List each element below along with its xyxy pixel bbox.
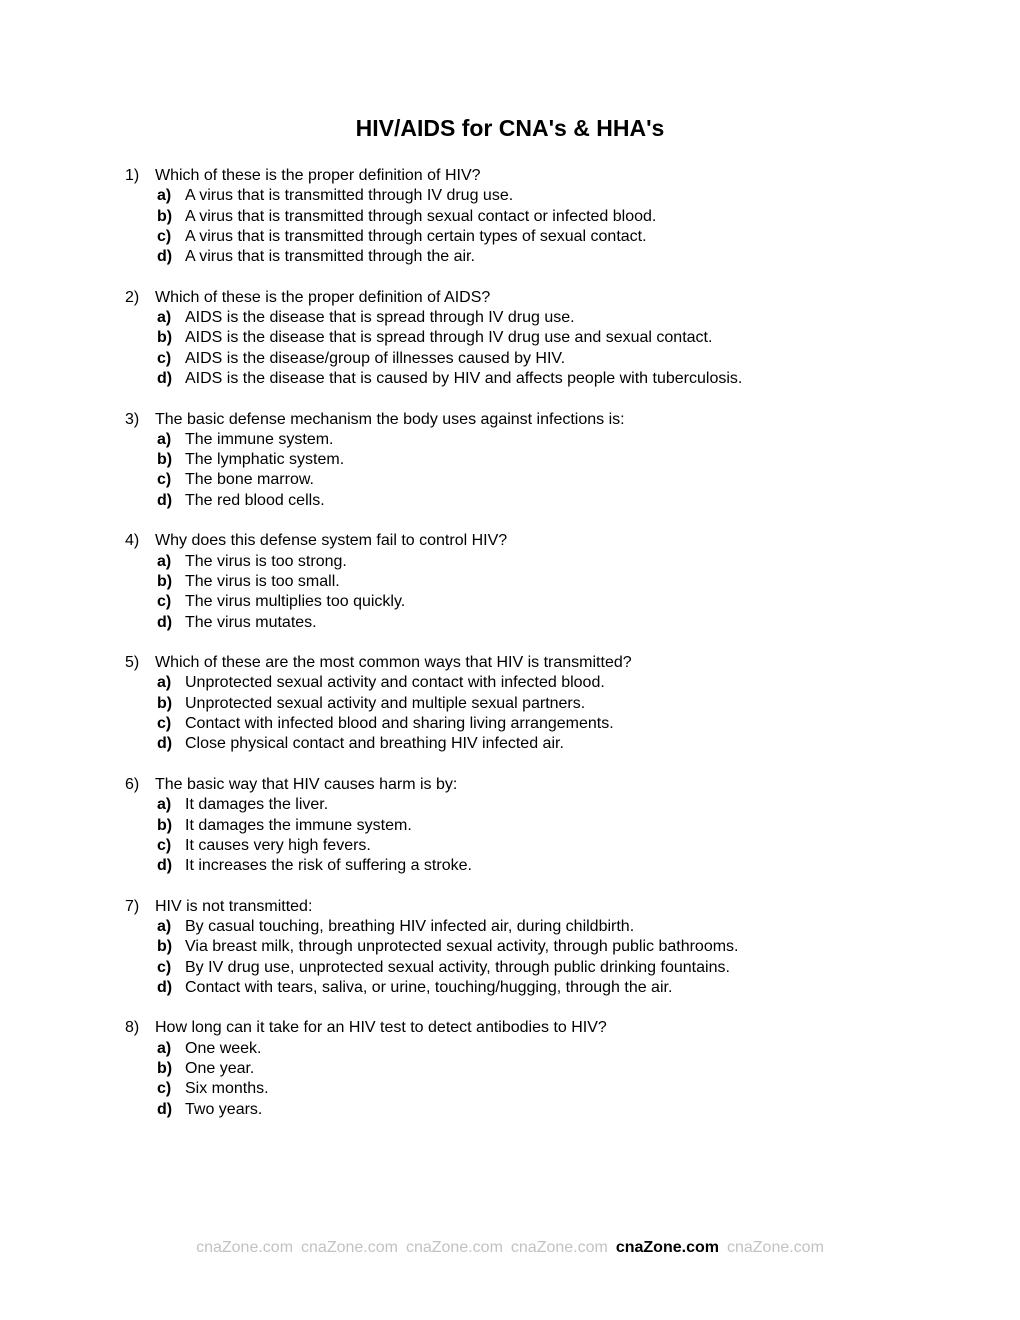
question-number: 7) [125,897,140,915]
question-text: HIV is not transmitted: [155,897,313,915]
question-line [125,288,960,308]
option-row [125,917,960,937]
option-row [125,978,960,998]
option-letter: d) [157,491,173,509]
question-number: 3) [125,410,140,428]
option-letter: c) [157,958,172,976]
option-row [125,186,960,206]
footer-brand-bold: cnaZone.com [615,1239,719,1256]
page-title: HIV/AIDS for CNA's & HHA's [355,115,665,141]
option-row [125,207,960,227]
question-line [125,653,960,673]
question-block [125,653,960,754]
option-letter: b) [157,1060,173,1078]
option-row [125,714,960,734]
option-letter: a) [157,796,172,814]
footer-brand: cnaZone.com [726,1239,824,1256]
question-block [125,1018,960,1119]
option-letter: d) [157,735,173,753]
option-letter: c) [157,227,172,245]
option-row [125,694,960,714]
option-row [125,958,960,978]
option-text: It causes very high fevers. [185,836,371,854]
option-row [125,592,960,612]
question-line [125,897,960,917]
option-text: The virus multiplies too quickly. [185,593,406,611]
option-text: Two years. [185,1100,263,1118]
option-text: By IV drug use, unprotected sexual activity, through public drinking fountains. [185,958,730,976]
option-letter: a) [157,674,172,692]
question-text: The basic defense mechanism the body uses against infections is: [155,410,625,428]
option-row [125,247,960,267]
option-text: AIDS is the disease that is spread through IV drug use and sexual contact. [185,329,713,347]
option-letter: b) [157,207,173,225]
option-row [125,1039,960,1059]
option-row [125,613,960,633]
option-letter: a) [157,309,172,327]
option-letter: d) [157,857,173,875]
question-block [125,166,960,267]
option-row [125,795,960,815]
option-text: A virus that is transmitted through the air. [185,248,475,266]
option-text: Unprotected sexual activity and contact with infected blood. [185,674,605,692]
option-text: AIDS is the disease that is spread through IV drug use. [185,309,575,327]
option-letter: b) [157,938,173,956]
question-line [125,410,960,430]
option-letter: c) [157,349,172,367]
question-number: 6) [125,775,140,793]
option-row [125,1059,960,1079]
option-letter: a) [157,187,172,205]
question-line [125,166,960,186]
option-row [125,328,960,348]
question-text: How long can it take for an HIV test to detect antibodies to HIV? [155,1019,607,1037]
option-text: It increases the risk of suffering a stroke. [185,857,472,875]
option-row [125,450,960,470]
question-text: Why does this defense system fail to control HIV? [155,532,508,550]
option-letter: a) [157,552,172,570]
option-row [125,836,960,856]
question-block [125,531,960,632]
option-row [125,734,960,754]
option-row [125,308,960,328]
question-number: 4) [125,532,140,550]
option-text: Six months. [185,1080,269,1098]
footer-brand: cnaZone.com [301,1239,398,1256]
option-letter: a) [157,1039,172,1057]
option-letter: d) [157,369,173,387]
question-block [125,775,960,876]
option-row [125,491,960,511]
option-row [125,430,960,450]
question-block [125,897,960,998]
option-letter: c) [157,593,172,611]
option-row [125,856,960,876]
question-number: 2) [125,288,140,306]
option-text: Close physical contact and breathing HIV infected air. [185,735,564,753]
question-line [125,1018,960,1038]
option-row [125,816,960,836]
option-letter: d) [157,978,173,996]
question-block [125,410,960,511]
quiz-content [0,166,1020,1120]
option-text: A virus that is transmitted through sexual contact or infected blood. [185,207,657,225]
footer-brand: cnaZone.com [405,1239,503,1256]
option-letter: b) [157,329,173,347]
option-row [125,552,960,572]
option-text: It damages the liver. [185,796,329,814]
option-row [125,673,960,693]
question-text: Which of these are the most common ways that HIV is transmitted? [155,654,632,672]
option-text: The virus mutates. [185,613,317,631]
option-text: The virus is too strong. [185,552,347,570]
option-row [125,349,960,369]
option-text: One year. [185,1060,255,1078]
option-text: By casual touching, breathing HIV infected air, during childbirth. [185,917,635,935]
option-letter: c) [157,1080,172,1098]
option-row [125,369,960,389]
option-letter: d) [157,248,173,266]
option-text: The red blood cells. [185,491,325,509]
option-text: The bone marrow. [185,471,314,489]
question-text: Which of these is the proper definition of HIV? [155,167,481,184]
question-block [125,288,960,389]
option-text: A virus that is transmitted through IV drug use. [185,187,514,205]
question-text: Which of these is the proper definition of AIDS? [155,288,491,306]
option-letter: a) [157,917,172,935]
question-text: The basic way that HIV causes harm is by: [155,775,458,793]
question-line [125,531,960,551]
option-text: The lymphatic system. [185,451,345,469]
option-letter: b) [157,816,173,834]
option-letter: a) [157,430,172,448]
option-text: One week. [185,1039,262,1057]
footer [0,1238,1020,1258]
option-text: Contact with infected blood and sharing living arrangements. [185,715,614,733]
option-row [125,937,960,957]
option-text: The immune system. [185,430,334,448]
option-text: A virus that is transmitted through certain types of sexual contact. [185,227,647,245]
footer-brand: cnaZone.com [196,1239,294,1256]
option-row [125,1079,960,1099]
option-row [125,470,960,490]
option-row [125,227,960,247]
option-letter: b) [157,451,173,469]
option-text: Via breast milk, through unprotected sexual activity, through public bathrooms. [185,938,739,956]
option-text: The virus is too small. [185,572,340,590]
option-letter: c) [157,836,172,854]
option-text: AIDS is the disease that is caused by HIV and affects people with tuberculosis. [185,369,743,387]
question-line [125,775,960,795]
question-number: 1) [125,167,140,184]
option-letter: b) [157,572,173,590]
option-text: Unprotected sexual activity and multiple sexual partners. [185,694,586,712]
option-letter: c) [157,715,172,733]
option-letter: b) [157,694,173,712]
option-text: Contact with tears, saliva, or urine, touching/hugging, through the air. [185,978,673,996]
footer-brand: cnaZone.com [510,1239,608,1256]
option-row [125,1100,960,1120]
question-number: 8) [125,1019,140,1037]
option-row [125,572,960,592]
option-letter: d) [157,613,173,631]
option-letter: d) [157,1100,173,1118]
option-letter: c) [157,471,172,489]
option-text: AIDS is the disease/group of illnesses caused by HIV. [185,349,566,367]
question-number: 5) [125,654,140,672]
option-text: It damages the immune system. [185,816,412,834]
